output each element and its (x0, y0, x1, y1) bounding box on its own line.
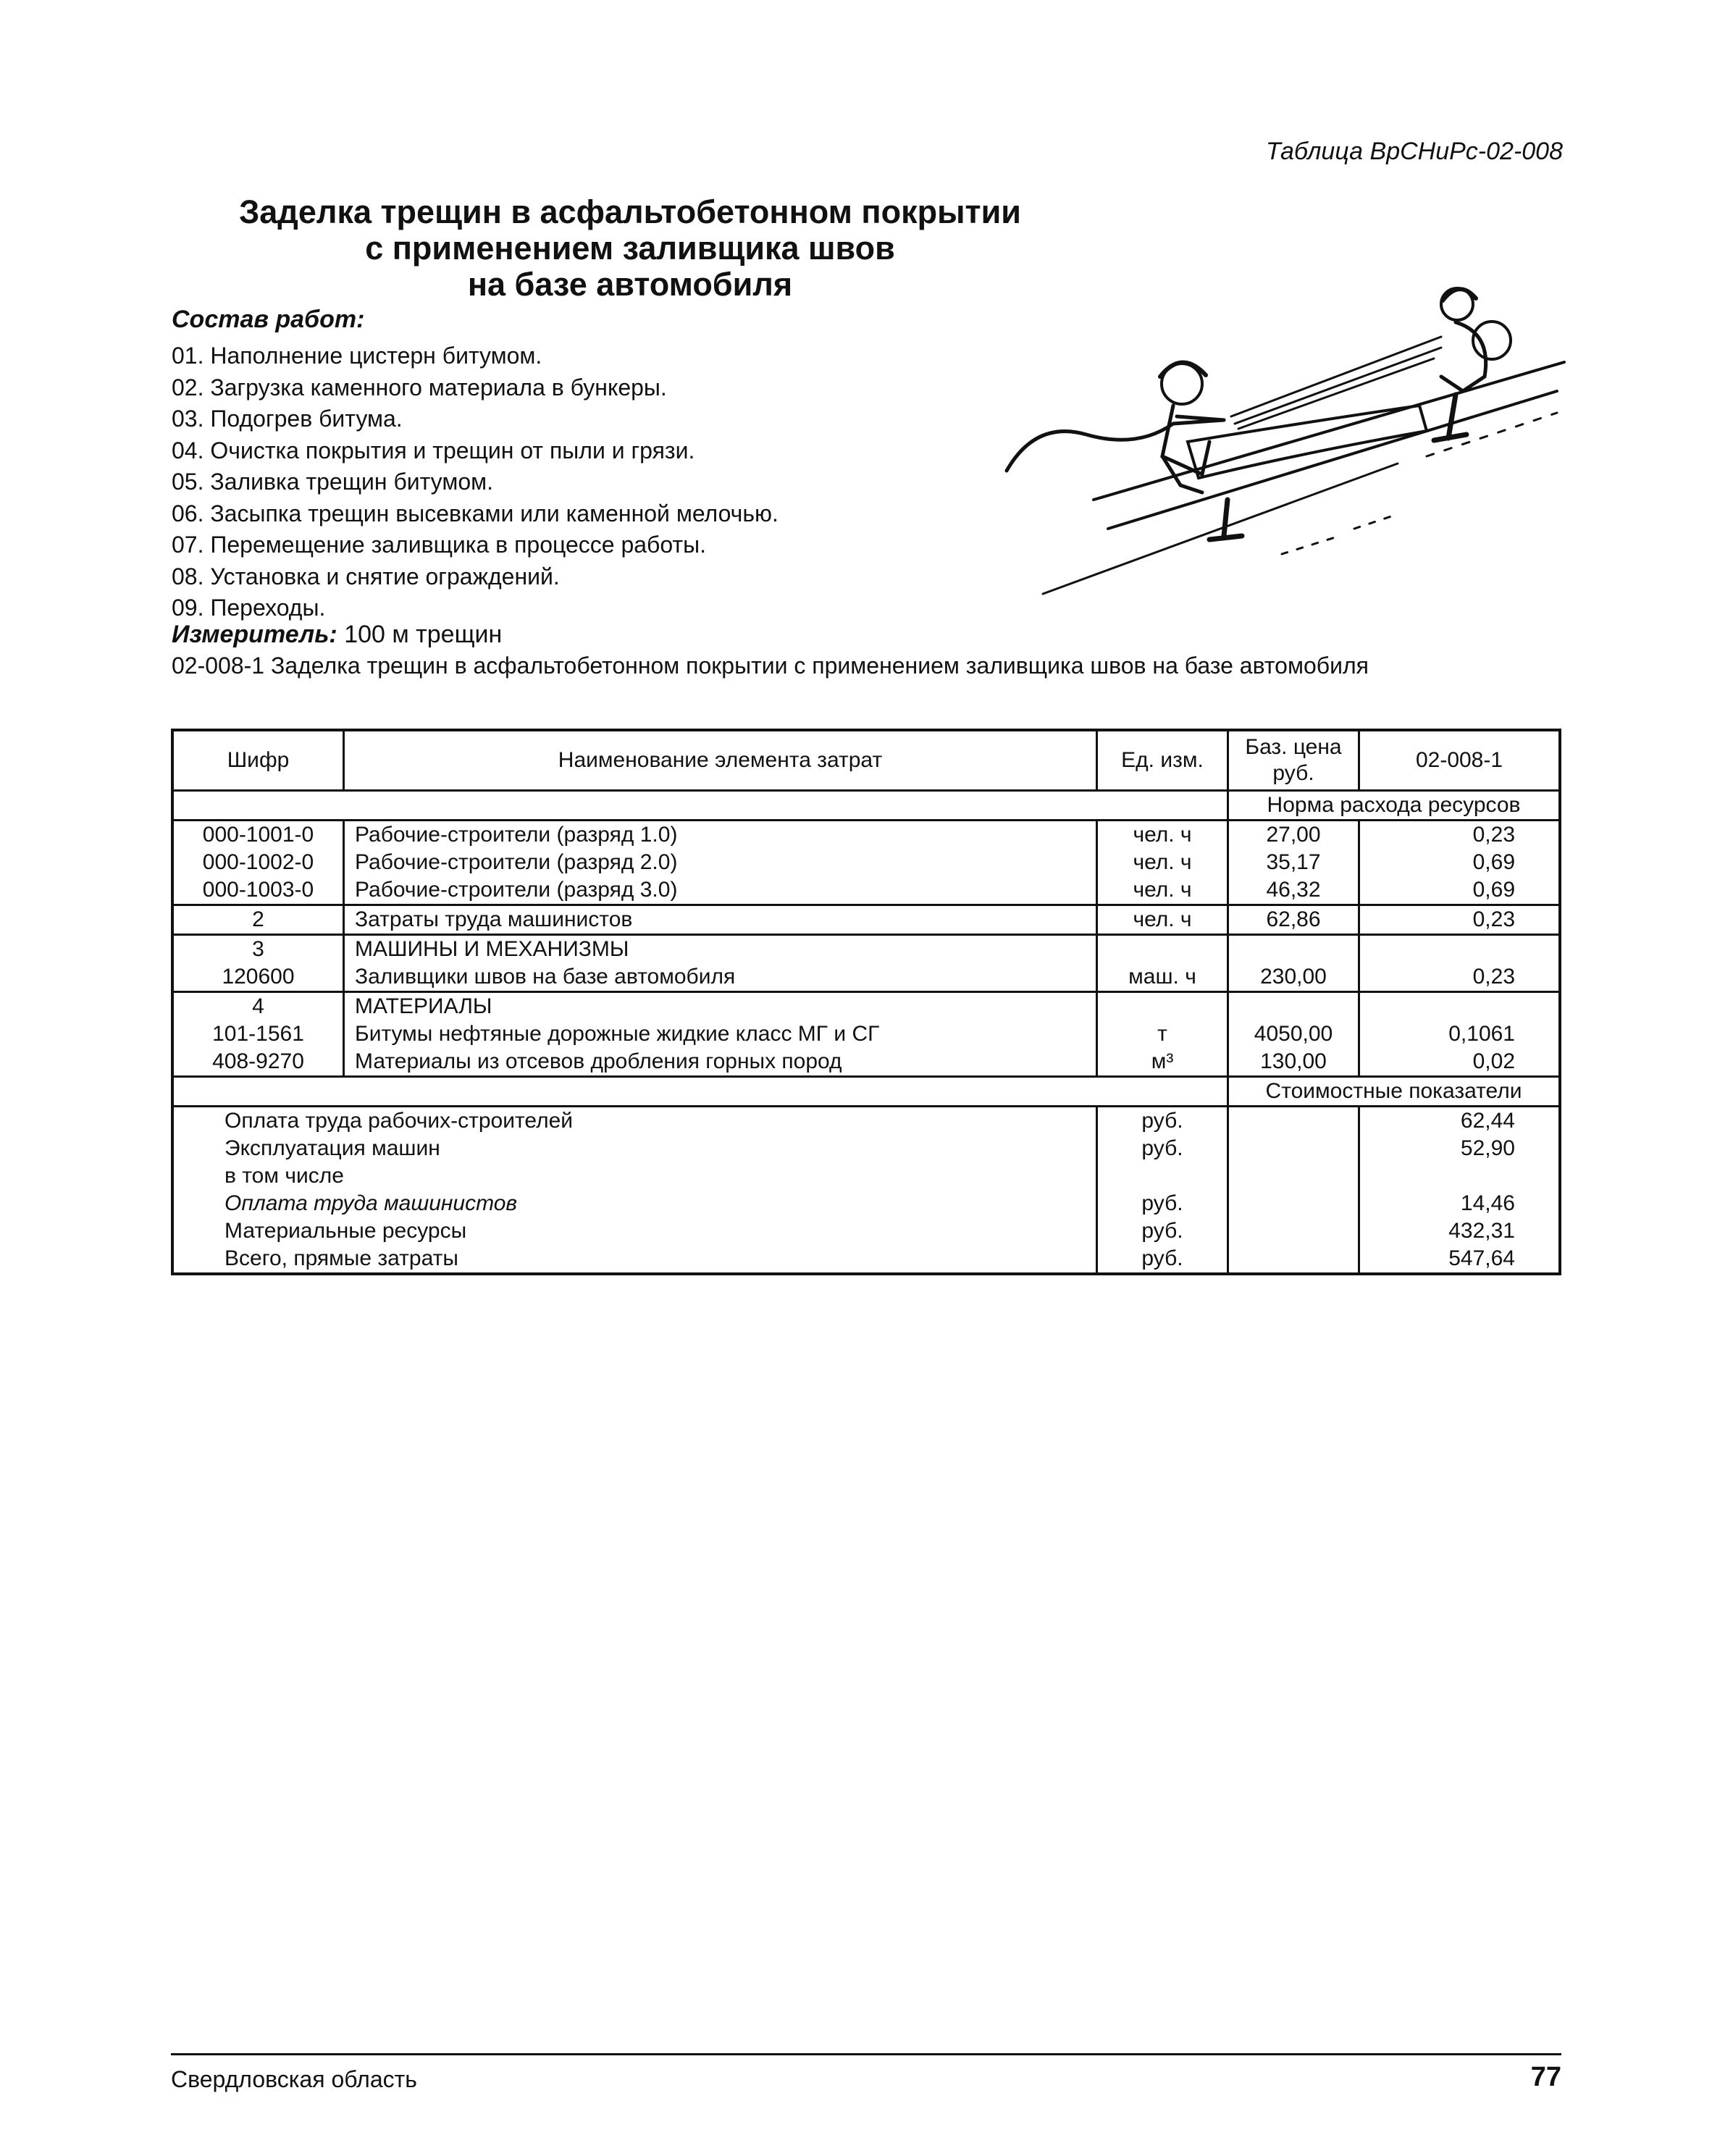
cell-name: Рабочие-строители (разряд 1.0) (344, 821, 1097, 850)
hose (1007, 420, 1224, 471)
cell-price: 35,17 (1228, 849, 1359, 876)
header-name: Наименование элемента затрат (344, 730, 1097, 791)
bitumen-spray (1231, 337, 1441, 429)
road-dash-line (1427, 413, 1557, 456)
cell-price: 130,00 (1228, 1048, 1359, 1077)
cost-table (171, 729, 1561, 1275)
cost-unit: руб. (1097, 1245, 1228, 1274)
table-row (172, 821, 1560, 850)
cell-code: 000-1001-0 (172, 821, 344, 850)
table-row (172, 1048, 1560, 1077)
cell-name: Рабочие-строители (разряд 2.0) (344, 849, 1097, 876)
cost-name: Всего, прямые затраты (172, 1245, 1097, 1274)
cell-name: Битумы нефтяные дорожные жидкие класс МГ и СГ (344, 1020, 1097, 1048)
operation-item: 09. Переходы. (172, 595, 326, 621)
cost-unit (1097, 1162, 1228, 1190)
group-name: МАШИНЫ И МЕХАНИЗМЫ (344, 935, 1097, 964)
norm-section-row (172, 791, 1560, 821)
header-code: Шифр (172, 730, 344, 791)
cell-code: 120600 (172, 963, 344, 992)
cell-price: 4050,00 (1228, 1020, 1359, 1048)
table-row (172, 876, 1560, 905)
workers-illustration (992, 268, 1572, 616)
operations-list (172, 340, 779, 624)
cost-value: 547,64 (1448, 1246, 1515, 1270)
table-row (172, 963, 1560, 992)
cell-code: 3 (172, 935, 344, 964)
cost-section-label: Стоимостные показатели (1228, 1077, 1561, 1107)
cost-row (172, 1107, 1560, 1136)
cell-value: 0,02 (1472, 1049, 1515, 1073)
cell-unit: чел. ч (1097, 849, 1228, 876)
cell-unit: чел. ч (1097, 905, 1228, 935)
footer-region: Свердловская область (171, 2066, 417, 2092)
cell-price: 230,00 (1228, 963, 1359, 992)
table-row (172, 905, 1560, 935)
cost-name: в том числе (172, 1162, 1097, 1190)
cost-value: 432,31 (1448, 1219, 1515, 1243)
cost-value (1359, 1162, 1561, 1190)
bench-leg (1434, 395, 1466, 440)
cell-code: 4 (172, 992, 344, 1021)
cell-unit: маш. ч (1097, 963, 1228, 992)
cell-code: 2 (172, 905, 344, 935)
cost-value: 14,46 (1460, 1191, 1515, 1215)
operation-item: 04. Очистка покрытия и трещин от пыли и грязи. (172, 437, 695, 464)
cell-value: 0,69 (1472, 878, 1515, 902)
cost-row (172, 1162, 1560, 1190)
cost-name: Эксплуатация машин (172, 1135, 1097, 1162)
cost-row (172, 1190, 1560, 1217)
cell-code: 408-9270 (172, 1048, 344, 1077)
title-line-3: на базе автомобиля (467, 266, 793, 303)
cell-value: 0,69 (1472, 850, 1515, 874)
bench-leg (1209, 500, 1242, 540)
cell-unit: чел. ч (1097, 876, 1228, 905)
cell-price: 62,86 (1228, 905, 1359, 935)
title-line-1: Заделка трещин в асфальтобетонном покрытии (239, 193, 1021, 230)
cell-value: 0,1061 (1448, 1022, 1515, 1046)
measure-line (172, 621, 502, 649)
road-edge-line (1043, 464, 1398, 594)
title-line-2: с применением заливщика швов (365, 230, 895, 267)
cell-name: Материалы из отсевов дробления горных пород (344, 1048, 1097, 1077)
norm-section-label: Норма расхода ресурсов (1267, 793, 1521, 817)
cost-name: Оплата труда рабочих-строителей (172, 1107, 1097, 1136)
measure-label: Измеритель: (172, 621, 337, 648)
group-name: МАТЕРИАЛЫ (344, 992, 1097, 1021)
cost-row (172, 1245, 1560, 1274)
cost-name: Материальные ресурсы (172, 1217, 1097, 1245)
cell-value: 0,23 (1359, 905, 1561, 935)
work-composition-label: Состав работ: (172, 306, 365, 333)
norm-code-line: 02-008-1 Заделка трещин в асфальтобетонном покрытии с применением заливщика швов на базе автомобиля (172, 653, 1369, 679)
cost-section-row (172, 1077, 1560, 1107)
operation-item: 02. Загрузка каменного материала в бункеры. (172, 374, 667, 400)
header-price: Баз. цена руб. (1228, 730, 1359, 791)
cost-value: 52,90 (1460, 1136, 1515, 1160)
table-row (172, 849, 1560, 876)
operation-item: 07. Перемещение заливщика в процессе работы. (172, 532, 706, 558)
cell-code: 000-1002-0 (172, 849, 344, 876)
page-number: 77 (1530, 2062, 1561, 2092)
cell-value: 0,23 (1472, 965, 1515, 989)
group-row (172, 992, 1560, 1021)
operation-item: 06. Засыпка трещин высевками или каменной мелочью. (172, 500, 779, 527)
measure-value: 100 м трещин (344, 621, 503, 648)
cell-unit: т (1097, 1020, 1228, 1048)
cost-name: Оплата труда машинистов (172, 1190, 1097, 1217)
footer-divider (171, 2053, 1561, 2055)
cell-code: 000-1003-0 (172, 876, 344, 905)
operation-item: 03. Подогрев битума. (172, 406, 403, 432)
operation-item: 08. Установка и снятие ограждений. (172, 563, 560, 590)
table-row (172, 1020, 1560, 1048)
cost-value: 62,44 (1359, 1107, 1561, 1136)
group-row (172, 935, 1560, 964)
worker-body (1441, 322, 1486, 391)
cell-unit: чел. ч (1097, 821, 1228, 850)
road-dash-line (1282, 514, 1398, 554)
cost-row (172, 1217, 1560, 1245)
cell-price: 46,32 (1228, 876, 1359, 905)
operation-item: 01. Наполнение цистерн битумом. (172, 343, 542, 369)
header-unit: Ед. изм. (1097, 730, 1228, 791)
header-value: 02-008-1 (1359, 730, 1561, 791)
cell-price: 27,00 (1228, 821, 1359, 850)
road-edge-line (1108, 391, 1557, 529)
cost-unit: руб. (1097, 1135, 1228, 1162)
cell-unit: м³ (1097, 1048, 1228, 1077)
operation-item: 05. Заливка трещин битумом. (172, 469, 493, 495)
page-title (167, 194, 1094, 303)
cell-name: Рабочие-строители (разряд 3.0) (344, 876, 1097, 905)
cell-name: Затраты труда машинистов (344, 905, 1097, 935)
cost-row (172, 1135, 1560, 1162)
cell-name: Заливщики швов на базе автомобиля (344, 963, 1097, 992)
cell-code: 101-1561 (172, 1020, 344, 1048)
cost-unit: руб. (1097, 1190, 1228, 1217)
table-reference: Таблица ВрСНиРс-02-008 (1265, 138, 1563, 165)
cost-unit: руб. (1097, 1107, 1228, 1136)
cell-value: 0,23 (1359, 821, 1561, 850)
cost-unit: руб. (1097, 1217, 1228, 1245)
